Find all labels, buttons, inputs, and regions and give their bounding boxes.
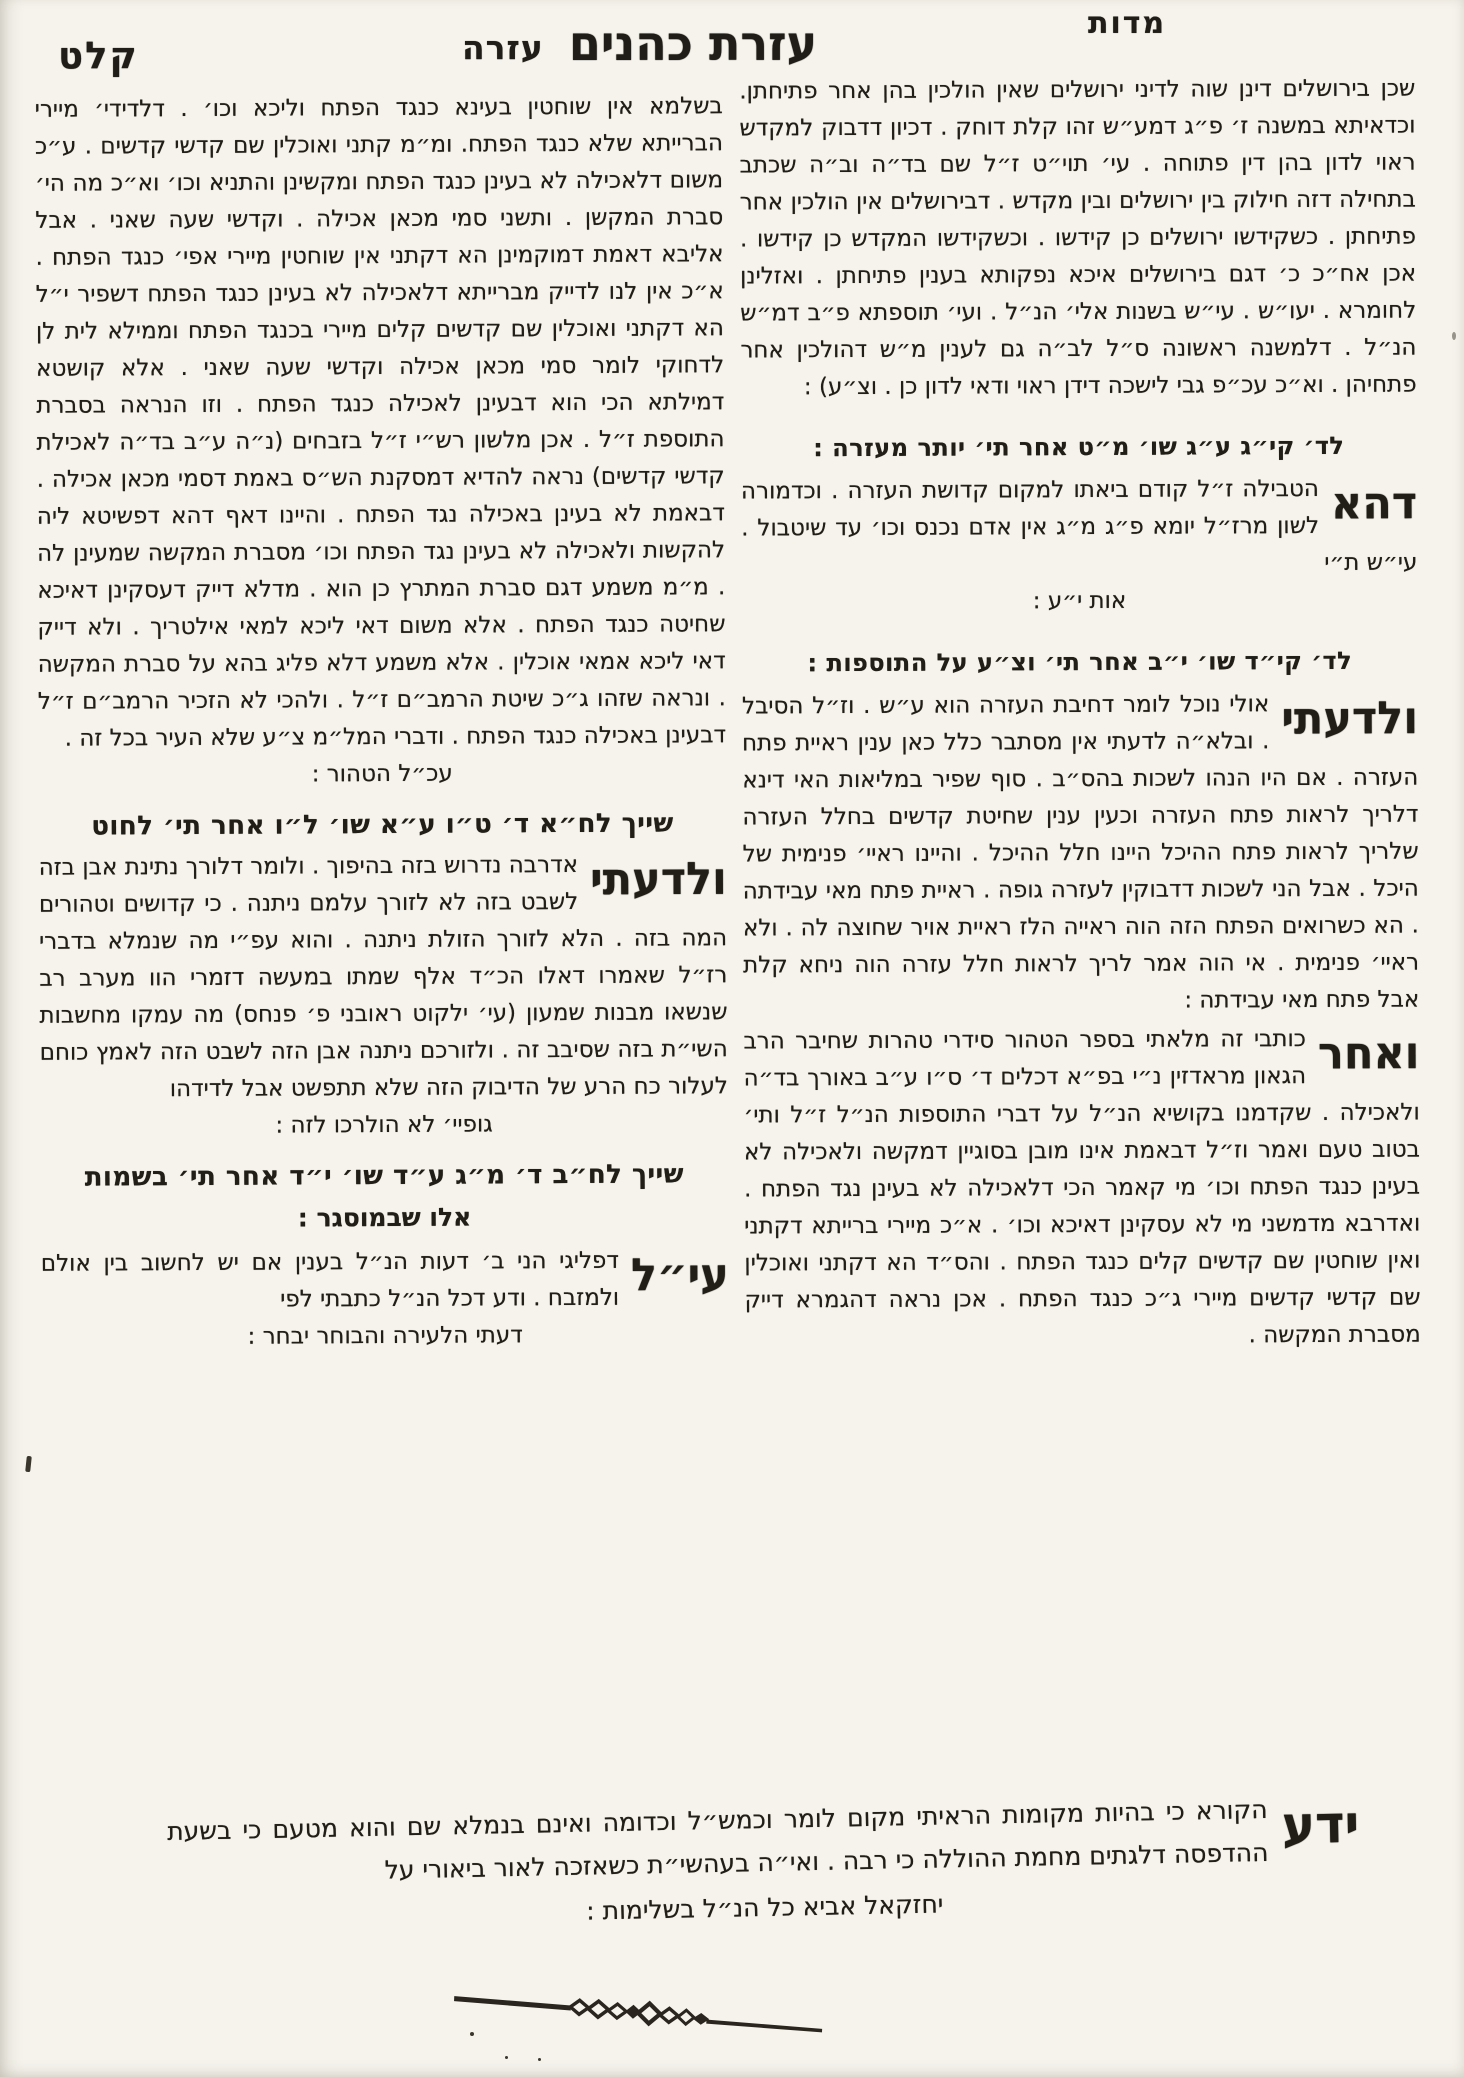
section-paragraph: ולדעתי אולי נוכל לומר דחיבת העזרה הוא ע״ש . וז״ל הסיבל . ובלא״ה לדעתי אין מסתבר כלל כאן ענין ראיית פתח העזרה . אם היו הנהו לשכות בהס״ב . סוף שפיר במליאות האי דינא דלריך לראות פתח העזרה וכעין ענין שחיטת קדשים בחלל העזרה שלריך לראות פתח ההיכל היינו חלל ההיכל . והיינו ראיי׳ פנימית של היכל . אבל הני לשכות דדבוקין לעזרה גופה . ראיית פתח מאי עבידתה . הא כשרואים הפתח הזה הוה ראייה הלז ראיית אויר שחוצה לה . ולא ראיי׳ פנימית . אי הוה אמר לריך לראות חלל עזרה הוה ניחא קלת אבל פתח מאי עבידתה : [742, 686, 1419, 1022]
divider-ornament-icon [451, 1988, 825, 2047]
section-paragraph: דהא הטבילה ז״ל קודם ביאתו למקום קדושת העזרה . וכדמורה לשון מרז״ל יומא פ״ג מ״ג אין אדם נכנס וכו׳ עד שיטבול . עי״ש ת״י [741, 471, 1417, 585]
scan-artifact [25, 1456, 32, 1472]
running-head-book-title: עזרת כהנים [568, 14, 818, 72]
scan-artifact [470, 2032, 474, 2036]
section-lead-word: ולדעתי [589, 853, 727, 906]
paragraph: שייך לח״א ד׳ ט״ו ע״א שו׳ ל״ו אחר תי׳ לחוט [91, 808, 674, 842]
text-column-left [35, 88, 730, 1367]
paragraph: שכן בירושלים דינן שוה לדיני ירושלים שאין הולכין בהן אחר פתיחתן. וכדאיתא במשנה ז׳ פ״ג דמע״ש זהו קלת דוחק . דכיון דדבוק למקדש ראוי לדון בהן דין פתוחה . עי׳ תוי״ט ז״ל שם בד״ה וב״ה שכתב בתחילה דזה חילוק בין ירושלים ובין מקדש . דבירושלים אין הולכין אחר פתיחתן . כשקידשו ירושלים כן קידשו . וכשקידשו המקדש כן קידשו . אכן אח״כ כ׳ דגם בירושלים איכא נפקותא בענין פתיחתן . ואזלינן לחומרא . יעו״ש . עי״ש בשנות אלי׳ הנ״ל . ועי׳ תוספתא פ״ב דמ״ש הנ״ל . דלמשנה ראשונה ס״ל לב״ה גם לענין מ״ש דהולכין אחר פתחיהן . וא״כ עכ״פ גבי לישכה דידן ראוי ודאי לדון כן . וצ״ע) : [739, 75, 1417, 401]
section-lead-word: עי״ל [630, 1249, 730, 1302]
scan-artifact [538, 2058, 541, 2061]
paragraph: לד׳ קי״ג ע״ג שו׳ מ״ט אחר תי׳ יותר מעזרה : [813, 431, 1345, 463]
section-lead-word: ואחר [1317, 1027, 1420, 1080]
paragraph: אלו שבמוסגר : [297, 1202, 472, 1233]
paragraph: עכ״ל הטהור : [311, 760, 453, 788]
paragraph: דעתי הלעירה והבוחר יבחר : [247, 1322, 523, 1350]
section-paragraph: ולדעתי אדרבה נדרוש בזה בהיפוך . ולומר דלורך נתינת אבן בזה לשבט בזה לא לזורך עלמם ניתנה . כי קדושים וטהורים המה בזה . הלא לזורך הזולת ניתנה . והוא עפ״י מה שנמלא בדברי רז״ל שאמרו דאלו הכ״ד אלף שמתו במעשה דזמרי הוו מערב רב שנשאו מבנות שמעון (עי׳ ילקוט ראובני פ׳ פנחס) מה עמקו מחשבות השי״ת בזה שסיבב זה . ולזורכם ניתנה אבן הזה לשבט הזה לאמץ כוחם לעלור כח הרע של הדיבוק הזה שלא תתפשט אבל לדידהו [39, 846, 728, 1109]
paragraph: אות י״ע : [1032, 587, 1127, 615]
paragraph: בשלמא אין שוחטין בעינא כנגד הפתח וליכא וכו׳ . דלדידי׳ מיירי הברייתא שלא כנגד הפתח. ומ״מ קתני ואוכלין שם קדשי קדשים . ע״כ משום דלאכילה לא בעינן כנגד הפתח ומקשינן והתניא וכו׳ וא״כ מה הי׳ סברת המקשן . ותשני סמי מכאן אכילה . וקדשי שעה שאני . אבל אליבא דאמת דמוקמינן הא דקתני אין שוחטין מיירי אפי׳ כנגד הפתח . א״כ אין לנו לדייק מברייתא דלאכילה לא בעינן כנגד הפתח דשפיר י״ל הא דקתני ואוכלין שם קדשים קלים מיירי בכנגד הפתח וממילא לית לן לדחוקי לומר סמי מכאן אכילה וקדשי שעה שאני . אלא קושטא דמילתא הכי הוא דבעינן לאכילה כנגד הפתח . וזו הנראה בסברת התוספת ז״ל . אכן מלשון רש״י ז״ל בזבחים (נ״ה ע״ב בד״ה לאכילת קדשי קדשים) נראה להדיא דמסקנת הש״ס באמת דסמי מכאן אכילה . דבאמת לא בעינן באכילה נגד הפתח . והיינו דאף דהא דפשיטא ליה להקשות ולאכילה לא בעינן נגד הפתח וכו׳ מסברת המקשה שמעינן לה . מ״מ משמע דגם סברת המתרץ כן הוא . מדלא דייק דעסקינן דאיכא שחיטה כנגד הפתח . אלא משום דאי ליכא למאי אילטריך . ולא דייק דאי ליכא אמאי אוכלין . אלא משמע דלא פליג בהא על סברת המקשה . ונראה שזהו ג״כ שיטת הרמב״ם ז״ל . ולהכי לא הזכיר הרמב״ם ז״ל דבעינן באכילה כנגד הפתח . ודברי המל״מ צ״ע שלא העיר בכל זה . [34, 93, 727, 752]
folio-number: קלט [58, 34, 139, 77]
section-lead-word: ולדעתי [1281, 692, 1419, 746]
section-paragraph: ידע הקורא כי בהיות מקומות הראיתי מקום לומר וכמש״ל וכדומה ואינם בנמלא שם והוא מטעם כי בשעת ההדפסה דלגתים מחמת ההוללה כי רבה . ואי״ה בעהשי״ת כשאזכה לאור ביאורי על [167, 1786, 1360, 1896]
scan-artifact [1452, 332, 1456, 340]
paragraph: לד׳ קי״ד שו׳ י״ב אחר תי׳ וצ״ע על התוספות : [807, 646, 1353, 678]
section-paragraph: עי״ל דפליגי הני ב׳ דעות הנ״ל בענין אם יש לחשוב בין אולם ולמזבח . ודע דכל הנ״ל כתבתי לפי [41, 1242, 729, 1320]
paragraph: גופיי׳ לא הולרכו לזה : [275, 1111, 493, 1139]
paragraph: שייך לח״ב ד׳ מ״ג ע״ד שו׳ י״ד אחר תי׳ בשמות [84, 1159, 685, 1193]
scan-artifact [505, 2056, 508, 2059]
paragraph: יחזקאל אביא כל הנ״ל בשלימות : [585, 1889, 944, 1926]
running-head-tractate: מדות [1088, 6, 1167, 41]
running-head-section: עזרה [462, 28, 544, 67]
section-lead-word: ידע [1281, 1793, 1360, 1856]
printer-note [167, 1784, 1362, 1951]
section-lead-word: דהא [1330, 477, 1418, 530]
text-column-right [739, 71, 1421, 1357]
section-paragraph: ואחר כותבי זה מלאתי בספר הטהור סידרי טהרות שחיבר הרב הגאון מראדזין נ״י בפ״א דכלים ד׳ ס״ו ע״ב באורך בד״ה ולאכילה . שקדמנו בקושיא הנ״ל על דברי התוספות הנ״ל ז״ל ותי׳ בטוב טעם ואמר וז״ל דבאמת אינו מובן בסוגיין דמקשה ולאכילה לא בעינן כנגד הפתח וכו׳ מי קאמר הכי דלאכילה לא בעינן נגד הפתח . ואדרבא מדמשני מי לא עסקינן דאיכא וכו׳ . א״כ מיירי ברייתא דקתני ואין שוחטין שם קדשים קלים כנגד הפתח . והס״ד הא דקתני ואוכלין שם קדשי קדשים מיירי ג״כ כנגד הפתח . אכן נראה דהגמרא דייק מסברת המקשה . [743, 1021, 1420, 1357]
